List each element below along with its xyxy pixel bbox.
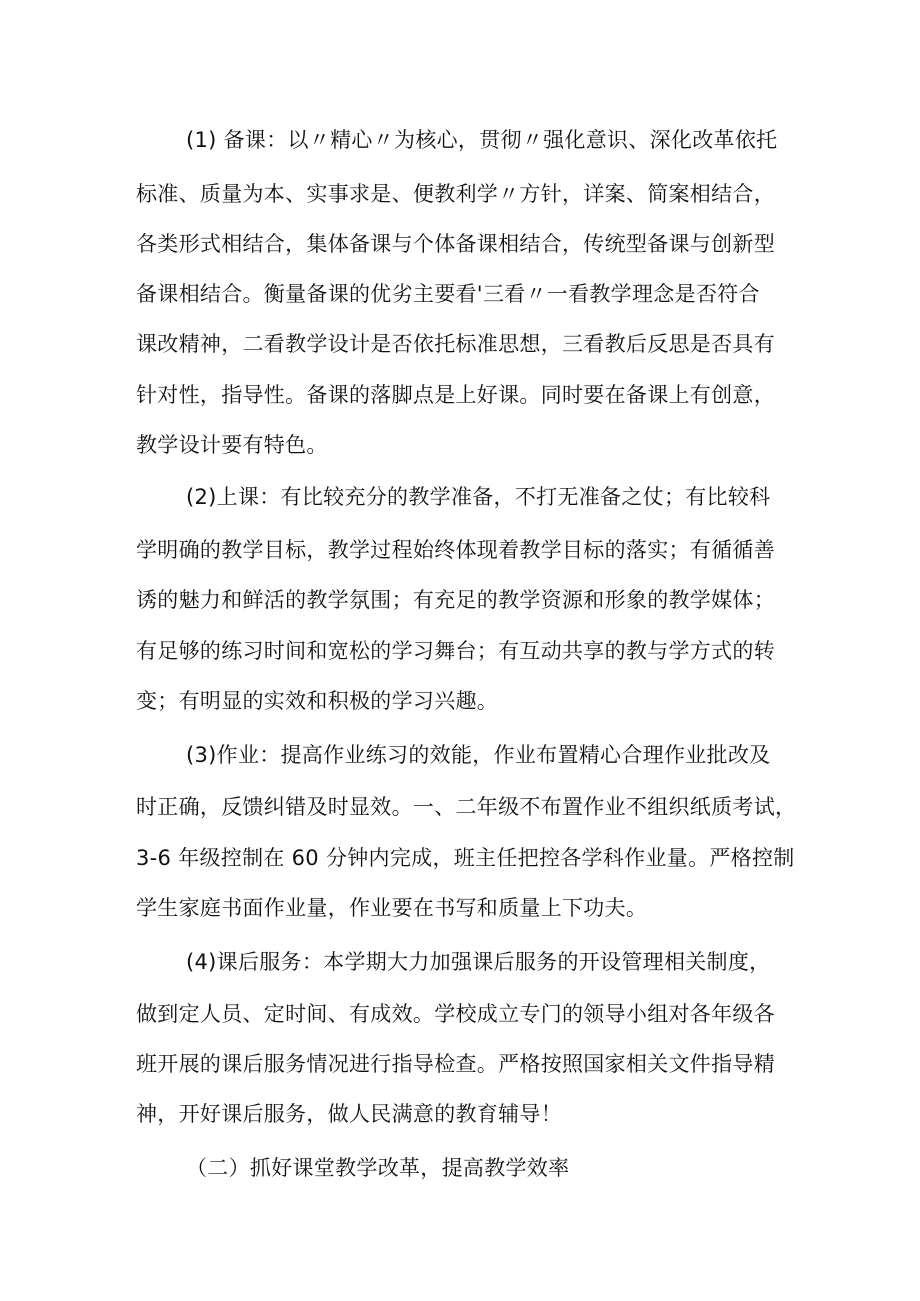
text-line: 3-6 年级控制在 60 分钟内完成，班主任把控各学科作业量。严格控制 <box>136 846 795 870</box>
text-line: 诱的魅力和鲜活的教学氛围；有充足的教学资源和形象的教学媒体； <box>136 588 775 612</box>
text-line: 学生家庭书面作业量，作业要在书写和质量上下功夫。 <box>136 896 648 920</box>
text-line: 做到定人员、定时间、有成效。学校成立专门的领导小组对各年级各 <box>136 1002 775 1026</box>
text-line: 有足够的练习时间和宽松的学习舞台；有互动共享的教与学方式的转 <box>136 639 775 663</box>
text-line: 各类形式相结合，集体备课与个体备课相结合，传统型备课与创新型 <box>136 232 775 256</box>
text-line: (3)作业：提高作业练习的效能，作业布置精心合理作业批改及 <box>186 743 771 767</box>
text-line: 标准、质量为本、实事求是、便教利学〃方针，详案、简案相结合， <box>136 182 775 206</box>
text-line: 班开展的课后服务情况进行指导检查。严格按照国家相关文件指导精 <box>136 1052 775 1076</box>
text-line: (2)上课：有比较充分的教学准备，不打无准备之仗；有比较科 <box>186 485 771 509</box>
text-line: 教学设计要有特色。 <box>136 433 328 457</box>
text-line: 学明确的教学目标，教学过程始终体现着教学目标的落实；有循循善 <box>136 538 775 562</box>
text-line: 神，开好课后服务，做人民满意的教育辅导！ <box>136 1102 562 1126</box>
text-line: (4)课后服务：本学期大力加强课后服务的开设管理相关制度， <box>186 950 771 974</box>
text-line: 变；有明显的实效和积极的学习兴趣。 <box>136 689 499 713</box>
text-line: (1) 备课：以〃精心〃为核心，贯彻〃强化意识、深化改革依托 <box>186 128 778 152</box>
text-line: 时正确，反馈纠错及时显效。一、二年级不布置作业不组织纸质考试， <box>136 795 797 819</box>
text-line: 备课相结合。衡量备课的优劣主要看'三看〃一看教学理念是否符合 <box>136 282 760 306</box>
text-line: 针对性，指导性。备课的落脚点是上好课。同时要在备课上有创意， <box>136 383 775 407</box>
section-heading: （二）抓好课堂教学改革，提高教学效率 <box>186 1156 570 1180</box>
text-line: 课改精神，二看教学设计是否依托标准思想，三看教后反思是否具有 <box>136 332 775 356</box>
